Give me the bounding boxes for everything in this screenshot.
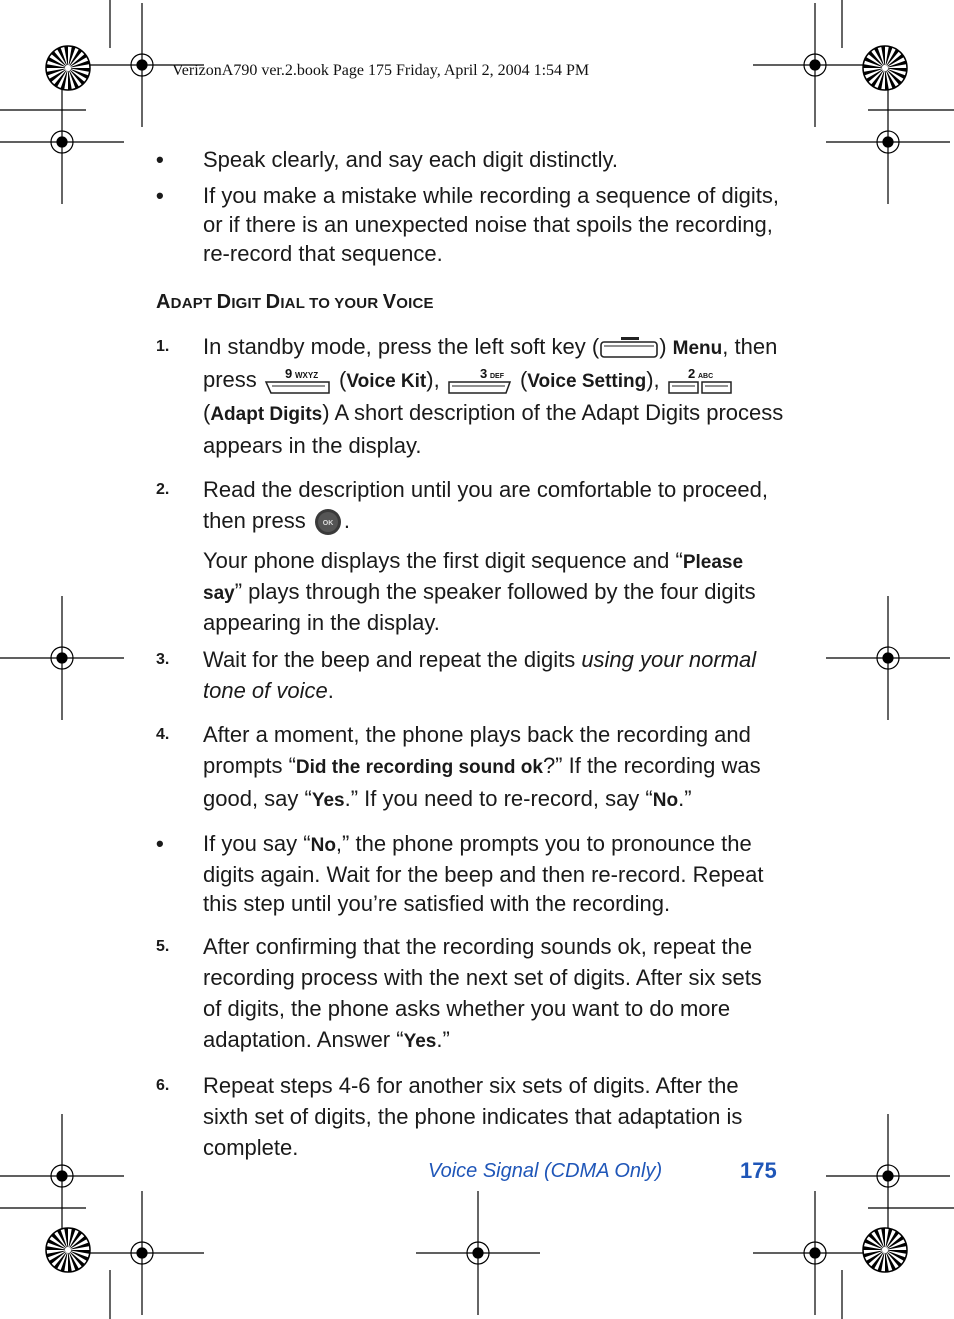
- step-number: 3.: [156, 651, 170, 669]
- step-number: 5.: [156, 938, 170, 956]
- voice-setting-label: Voice Setting: [527, 371, 647, 392]
- starburst-mark: [46, 46, 90, 90]
- step-3: 3. Wait for the beep and repeat the digits using your normal tone of voice.: [156, 644, 786, 706]
- yes-label: Yes: [403, 1031, 437, 1053]
- crosshair-mark: [753, 3, 877, 127]
- bullet-item: • If you say “No,” the phone prompts you to pronounce the digits again. Wait for the beep and then re-record. Repeat this step until you’re satisfied with the recording.: [156, 831, 764, 917]
- bullet-marker: •: [156, 147, 164, 172]
- bullet-item: [156, 181, 786, 268]
- bullet-marker: •: [156, 831, 164, 857]
- step-number: 4.: [156, 726, 170, 744]
- svg-text:9: 9: [284, 367, 293, 382]
- step-2-detail: Your phone displays the first digit sequence and “Please say” plays through the speaker followed by the four digits appearing in the display.: [203, 548, 756, 636]
- please-say-label: Please say: [203, 552, 744, 605]
- adapt-digits-label: Adapt Digits: [210, 404, 323, 425]
- key-3-icon: [446, 367, 514, 395]
- svg-text:DEF: DEF: [489, 373, 504, 381]
- page-body: [156, 145, 786, 1163]
- step-number: 2.: [156, 481, 170, 498]
- crosshair-mark: [826, 596, 950, 720]
- svg-text:3: 3: [479, 367, 488, 382]
- svg-text:OK: OK: [322, 520, 334, 528]
- crosshair-mark: [826, 80, 950, 204]
- crosshair-mark: [416, 1191, 540, 1315]
- svg-text:2: 2: [687, 367, 696, 382]
- starburst-mark: [863, 1228, 907, 1272]
- page-number: 175: [740, 1158, 777, 1183]
- voice-kit-label: Voice Kit: [346, 371, 427, 392]
- crosshair-mark: [753, 1191, 877, 1315]
- menu-label: Menu: [672, 338, 723, 359]
- bullet-marker: •: [156, 183, 164, 208]
- bullet-text: If you make a mistake while recording a sequence of digits, or if there is an unexpected noise that spoils the recording, re-record that sequence.: [203, 183, 779, 266]
- bullet-text: Speak clearly, and say each digit distinctly.: [203, 147, 618, 172]
- crosshair-mark: [80, 1191, 204, 1315]
- yes-label: Yes: [311, 790, 345, 812]
- left-soft-key-icon: [599, 336, 659, 360]
- step-6: 6. Repeat steps 4-6 for another six sets of digits. After the sixth set of digits, the phone indicates that adaptation is complete.: [156, 1070, 786, 1163]
- crosshair-mark: [826, 1114, 950, 1238]
- bullet-item: [156, 145, 786, 174]
- step-4: 4. After a moment, the phone plays back the recording and prompts “Did the recording sound ok?” If the recording was good, say “Yes.” If you need to re-record, say “No.”: [156, 719, 786, 816]
- footer-section-title: Voice Signal (CDMA Only): [428, 1160, 663, 1182]
- section-heading: ADAPT DIGIT DIAL TO YOUR VOICE: [156, 291, 434, 313]
- key-9-icon: [263, 367, 333, 395]
- starburst-mark: [46, 1228, 90, 1272]
- step-5: 5. After confirming that the recording sounds ok, repeat the recording process with the next set of digits. After six sets of digits, the phone asks whether you want to do more adaptation. Answer “Yes.”: [156, 931, 786, 1057]
- step-2: 2. Read the description until you are comfortable to proceed, then press OK . Your phone displays the first digit sequence and “Please say” plays through the speaker followed by the four digits appearing in the display.: [156, 474, 786, 637]
- ok-key-icon: [312, 507, 344, 537]
- step-1: 1. In standby mode, press the left soft key ( ) Menu, then press 9 WXYZ (Voice Kit), 3 DEF (Voice Setting), 2 ABC (Adapt Digits) A short description of the Adapt Digits process appears in the display.: [156, 331, 786, 461]
- starburst-mark: [863, 46, 907, 90]
- svg-text:WXYZ: WXYZ: [294, 371, 319, 381]
- prompt-label: Did the recording sound ok: [295, 757, 543, 779]
- print-header: VerizonA790 ver.2.book Page 175 Friday, April 2, 2004 1:54 PM: [172, 62, 590, 79]
- crosshair-mark: [0, 596, 124, 720]
- key-2-icon: [666, 367, 734, 395]
- no-label: No: [310, 835, 336, 857]
- step-number: 1.: [156, 338, 170, 355]
- no-label: No: [652, 790, 679, 812]
- crosshair-mark: [0, 80, 124, 204]
- step-number: 6.: [156, 1077, 170, 1095]
- crosshair-mark: [0, 1114, 124, 1238]
- svg-text:ABC: ABC: [697, 373, 713, 381]
